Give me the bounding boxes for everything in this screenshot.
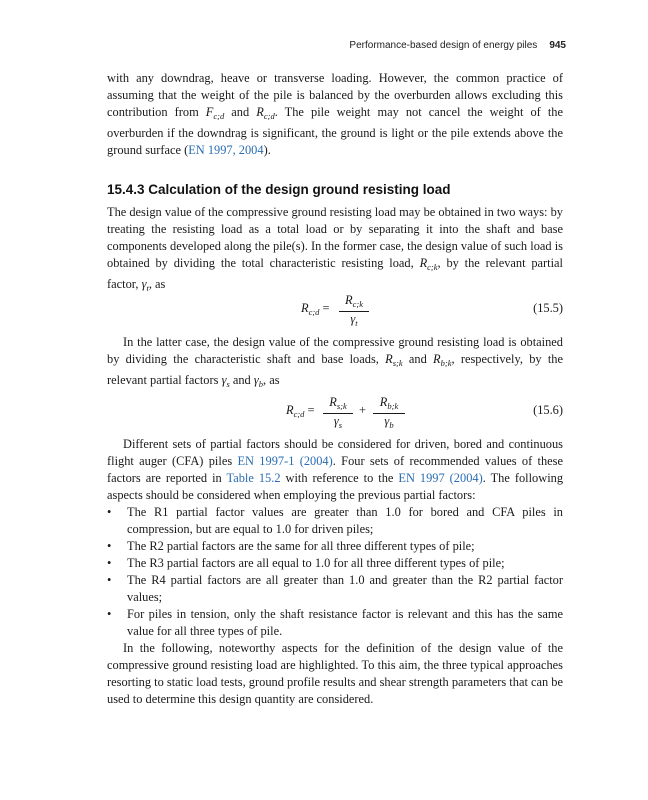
- list-item: • The R2 partial factors are the same for all three different types of pile;: [107, 538, 563, 555]
- paragraph-latter-case: [107, 334, 563, 393]
- citation-link[interactable]: EN 1997-1 (2004): [237, 454, 333, 468]
- symbol: F: [205, 105, 214, 119]
- eq-fraction-shaft: $\frac{R_{s;k}}{\gamma_s}$: [323, 395, 353, 433]
- text: . The following aspects should be considered when employing the previous partial factors:: [107, 471, 564, 502]
- equation-number: (15.5): [533, 301, 563, 315]
- eq-plus: +: [359, 403, 366, 417]
- subscript: b: [258, 379, 263, 389]
- text: and: [224, 105, 257, 119]
- text: In the latter case, the design value of the compressive ground resisting load is obtained by dividing the characteristic shaft and base loads,: [107, 335, 563, 366]
- symbol: R: [385, 352, 393, 366]
- symbol: γ: [253, 373, 259, 387]
- subscript: c;k: [427, 262, 438, 272]
- list-item: • For piles in tension, only the shaft resistance factor is relevant and this has the same value for all three types of pile.: [107, 606, 563, 640]
- text: and: [229, 373, 254, 387]
- paragraph-design-value: [107, 204, 563, 297]
- paragraph: [107, 436, 563, 504]
- text: , by the relevant partial factor,: [107, 256, 563, 291]
- list-item: • The R3 partial factors are all equal to 1.0 for all three different types of pile;: [107, 555, 563, 572]
- symbol: R: [419, 256, 428, 270]
- equation-15-6: [107, 393, 563, 429]
- section-heading: 15.4.3 Calculation of the design ground resisting load: [107, 182, 451, 197]
- table-link[interactable]: Table 15.2: [226, 471, 281, 485]
- paragraph-intro: [107, 70, 563, 159]
- text: . The pile weight may not cancel the weight of the overburden if the downdrag is significant, the ground is light or the pile extends above the ground surface (: [107, 105, 563, 157]
- text: and: [402, 352, 434, 366]
- running-header: [349, 40, 566, 51]
- text: ).: [263, 143, 271, 157]
- symbol: γ: [221, 373, 227, 387]
- symbol: R: [256, 105, 264, 119]
- subscript: s;k: [392, 358, 403, 368]
- list-item: • The R1 partial factor values are greater than 1.0 for bored and CFA piles in compression, but are equal to 1.0 for driven piles;: [107, 504, 563, 538]
- subscript: b;k: [440, 358, 452, 368]
- list-item: • The R4 partial factors are all greater than 1.0 and greater than the R2 partial factor values;: [107, 572, 563, 606]
- eq-lhs: $R_{c;d}$ =: [301, 301, 330, 317]
- symbol: R: [433, 352, 441, 366]
- equation-15-5: [107, 291, 563, 327]
- bullet-list: [107, 504, 563, 640]
- page-number: 945: [549, 40, 566, 51]
- equation-number: (15.6): [533, 403, 563, 417]
- paragraph-partial-factors: [107, 436, 563, 708]
- subscript: c;d: [263, 111, 275, 121]
- citation-link[interactable]: EN 1997 (2004): [398, 471, 483, 485]
- text: with any downdrag, heave or transverse loading. However, the common practice of assuming that the weight of the pile is balanced by the overburden allows excluding this contribution from: [107, 71, 563, 119]
- paragraph: [107, 204, 563, 297]
- subscript: s: [226, 379, 230, 389]
- running-title: Performance-based design of energy piles: [349, 40, 538, 51]
- subscript: t: [146, 283, 149, 293]
- citation-link[interactable]: EN 1997, 2004: [188, 143, 264, 157]
- eq-fraction-base: $\frac{R_{b;k}}{\gamma_b}$: [373, 395, 405, 433]
- subscript: c;d: [213, 111, 225, 121]
- text: , as: [263, 373, 280, 387]
- text: The design value of the compressive ground resisting load may be obtained in two ways: by treating the resisting load as a total load or by separating it into the shaft and base components developed along the pile(s). In the former case, the design value of such load is obtained by dividing the total characteristic resisting load,: [107, 205, 563, 270]
- paragraph: In the following, noteworthy aspects for the definition of the design value of the compressive ground resisting load are highlighted. To this aim, the three typical approaches resorting to static load tests, ground profile results and shear strength parameters that can be used to determine this design quantity are considered.: [107, 641, 563, 706]
- text: . Four sets of recommended values of these factors are reported in: [107, 454, 564, 485]
- text: , respectively, by the relevant partial factors: [107, 352, 563, 387]
- eq-lhs: $R_{c;d}$ =: [286, 403, 315, 419]
- paragraph: [107, 70, 563, 159]
- text: with reference to the: [280, 471, 399, 485]
- eq-fraction: $\frac{R_{c;k}}{\gamma_t}$: [339, 293, 369, 331]
- text: Different sets of partial factors should be considered for driven, bored and continuous flight auger (CFA) piles: [107, 437, 563, 468]
- text: , as: [148, 277, 166, 291]
- symbol: γ: [141, 277, 147, 291]
- paragraph: [107, 334, 563, 393]
